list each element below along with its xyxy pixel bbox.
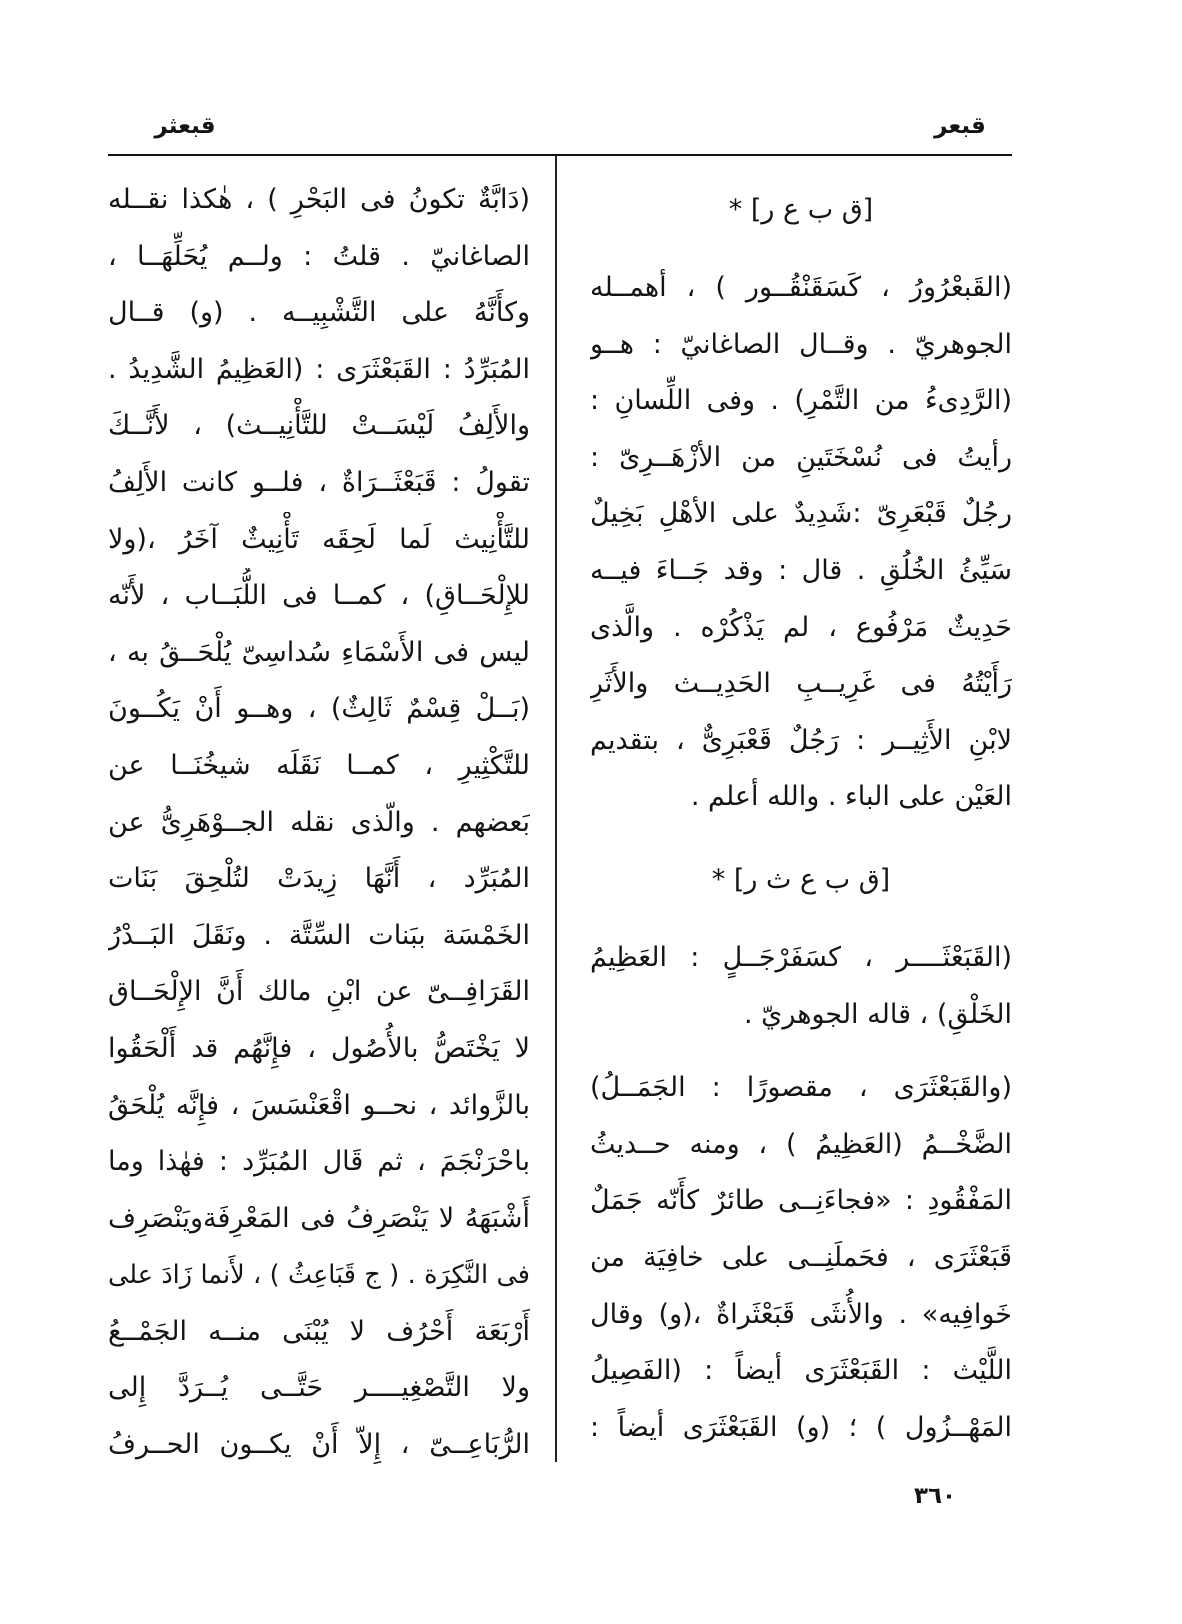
text-line: (بَــلْ قِسْمٌ ثَالِثٌ) ، وهــو أَنْ يَكُــونَ [108,693,530,725]
entry-section [590,185,1012,826]
text-line: بالزَّوائد ، نحــو اقْعَنْسَسَ ، فإِنَّه يُلْحَقُ [108,1089,530,1121]
text-line: القَرَافِــىّ عن ابْنِ مالك أَنَّ الإِلْحَــاق [108,976,530,1008]
text-line: الخَلْقِ) ، قاله الجوهريّ . [744,998,1012,1030]
text-line: للإِلْحَــاقِ) ، كمــا فى اللُّبَــاب ، لأَنّه [108,580,530,612]
text-line: اللَّيْث : القَبَعْثَرَى أيضاً : (الفَصِيلُ [590,1355,1012,1387]
page-number: ٣٦٠ [913,1483,957,1509]
text-line: للتَّأْنِيث لَما لَحِقَه تَأْنِيثٌ آخَرُ ،(ولا [108,523,530,555]
text-line: الضَّخْــمُ (العَظِيمُ ) ، ومنه حــديثُ [590,1128,1012,1160]
text-line: المُبَرِّدُ : القَبَعْثَرَى : (العَظِيمُ الشَّدِيدُ . [108,353,530,385]
text-line: قَبَعْثَرَى ، فحَملَنِــى على خافِيَة من [590,1241,1012,1273]
text-line: (والقَبَعْثَرَى ، مقصورًا : الجَمَــلُ) [590,1072,1012,1104]
text-line: فى النَّكِرَة . ( ج قَبَاعِثُ ) ، لأَنما زَادَ على [108,1260,530,1291]
paragraph [590,260,1012,826]
text-line: حَدِيثٌ مَرْفُوع ، لم يَذْكُرْه . والَّذى [590,611,1012,643]
text-line: ليس فى الأَسْمَاءِ سُداسِىّ يُلْحَــقُ به ، [108,636,530,668]
text-line: المُبَرِّد ، أَنَّهَا زِيدَتْ لتُلْحِقَ بَنَات [108,863,530,895]
entry-section [590,855,1012,1456]
text-line: لا يَخْتَصُّ بالأُصُول ، فإِنَّهُم قد أَلْحَقُوا [108,1032,530,1064]
text-line: المَفْقُودِ : «فجاءَنِــى طائرٌ كأَنّه جَمَلٌ [590,1185,1012,1217]
text-line: الصاغانيّ . قلتُ : ولــم يُحَلِّهَــا ، [108,240,530,272]
text-line: للتَّكْثِيرِ ، كمــا نَقَلَه شيخُنَــا عن [108,749,530,781]
text-line: سَيِّئُ الخُلُقِ . قال : وقد جَــاءَ فيــه [590,554,1012,586]
paragraph [590,930,1012,1043]
text-line: لابْنِ الأَثِيــر : رَجُلٌ قَعْبَرِىٌّ ، بتقديم [590,724,1012,756]
column-divider [555,155,557,1462]
text-line: رجُلٌ قَبْعَرِىّ :شَدِيدٌ على الأهْلِ بَخِيلٌ [590,498,1012,530]
entry-heading: [ق ب ع ث ر] * [711,864,891,895]
text-line: خَوافِيه» . والأُنثَى قَبَعْثَراةٌ ،(و) وقال [590,1298,1012,1330]
text-line: (الرَّدِىءُ من التَّمْرِ) . وفى اللِّسانِ : [590,385,1012,417]
text-line: بَعضهم . والّذى نقله الجــوْهَرِىُّ عن [108,806,530,838]
text-line: المَهْــزُول ) ؛ (و) القَبَعْثَرَى أيضاً : [590,1411,1012,1443]
left-column [108,172,530,1474]
running-head-left: قبعثر [154,113,216,139]
text-line: باحْرَنْجَمَ ، ثم قَال المُبَرِّد : فهٰذا وما [108,1146,530,1178]
text-line: أَشْبَهَهُ لا يَنْصَرِفُ فى المَعْرِفَةويَنْصَرِف [108,1202,530,1234]
text-line: (دَابَّةٌ تكونُ فى البَحْرِ ) ، هٰكذا نقــله [108,184,530,215]
text-line: ولا التَّصْغِيــــر حَتَّــى يُــرَدَّ إِلى [108,1372,530,1404]
text-line: (القَبعْرُورُ ، كَسَقَنْقُــور ) ، أهمــله [590,272,1012,303]
text-line: أَرْبَعَة أَحْرُف لا يُبْنَى منــه الجَمْــعُ [108,1315,530,1347]
text-line: والأَلِفُ لَيْسَــتْ للتَّأْنِيــث) ، لأَنَّــكَ [108,410,530,442]
text-line: تقولُ : قَبَعْثَــرَاةٌ ، فلــو كانت الأَلِفُ [108,466,530,498]
entry-heading: [ق ب ع ر] * [728,194,874,225]
text-line: (القَبَعْثَــــر ، كسَفَرْجَــلٍ : العَظِيمُ [590,942,1012,973]
text-line: العَيْن على الباء . والله أعلم . [690,781,1012,813]
text-line: الرُّبَاعِــىّ ، إِلاّ أَنْ يكــون الحــرفُ [108,1429,530,1461]
paragraph [590,1060,1012,1456]
right-column [590,0,1012,1470]
running-head-right: قبعر [934,113,986,139]
text-line: رأيتُ فى نُسْخَتَينِ من الأزْهَــرِىّ : [590,441,1012,473]
text-line: وكأَنَّهُ على التَّشْبِيــه . (و) قــال [108,297,530,329]
text-line: الجوهريّ . وقــال الصاغانيّ : هــو [590,328,1012,360]
text-line: الخَمْسَة ببَنات السِّتَّة . ونَقَلَ البَــدْرُ [108,919,530,951]
text-line: رَأَيْتُهُ فى غَرِيــبِ الحَدِيــث والأَثَرِ [590,668,1012,700]
